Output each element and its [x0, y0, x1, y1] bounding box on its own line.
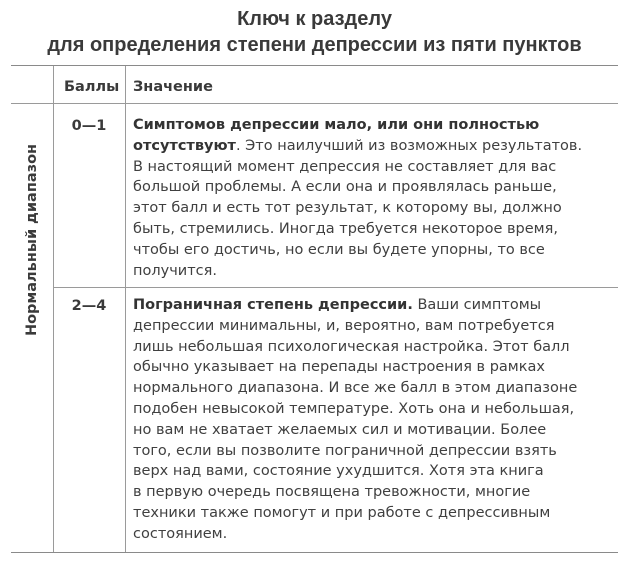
page-title: [0, 6, 629, 58]
description-line: [133, 157, 615, 178]
description-text: депрессии минимальны, и, вероятно, вам потребуется: [133, 317, 555, 334]
description-line: [133, 357, 615, 378]
description-text: этот балл и есть тот результат, к которому вы, должно: [133, 200, 562, 217]
description-text: большой проблемы. А если она и проявлялась раньше,: [133, 179, 557, 196]
description-line: [133, 136, 615, 157]
group-label-text: Нормальный диапазон: [24, 143, 40, 337]
description-bold-text: Симптомов депрессии мало, или они полностью: [133, 117, 540, 133]
column-divider-right: [125, 66, 126, 552]
row-2-score: 2—4: [71, 298, 107, 314]
description-text: получится.: [133, 262, 217, 279]
row-divider: [53, 287, 618, 288]
description-text: того, если вы позволите пограничной депрессии взять: [133, 442, 557, 459]
description-line: [133, 524, 615, 545]
description-line: [133, 420, 615, 441]
description-line: [133, 115, 615, 136]
description-text: Ваши симптомы: [412, 297, 542, 313]
header-score: Баллы: [64, 79, 120, 95]
score-key-table: [11, 65, 618, 553]
row-1-score: 0—1: [71, 118, 107, 134]
description-line: [133, 240, 615, 261]
title-line-1: Ключ к разделу: [237, 8, 392, 30]
description-text: подобен невысокой температуре. Хоть она и небольшая,: [133, 400, 575, 417]
description-text: . Это наилучший из возможных результатов.: [235, 137, 583, 154]
description-line: [133, 503, 615, 524]
description-text: в первую очередь посвящена тревожности, многие: [133, 484, 531, 501]
description-bold-text: Пограничная степень депрессии.: [133, 297, 413, 313]
description-line: [133, 461, 615, 482]
description-line: [133, 316, 615, 337]
description-bold-text: отсутствуют: [133, 137, 236, 154]
description-line: [133, 295, 615, 316]
row-1-description: [133, 115, 615, 281]
description-line: [133, 482, 615, 503]
description-text: лишь небольшая психологическая настройка. Этот балл: [133, 338, 570, 355]
description-line: [133, 441, 615, 462]
description-text: быть, стремились. Иногда требуется некоторое время,: [133, 220, 558, 237]
description-text: нормального диапазона. И все же балл в этом диапазоне: [133, 380, 578, 397]
description-line: [133, 219, 615, 240]
description-text: но вам не хватает желаемых сил и мотивации. Более: [133, 421, 547, 438]
description-line: [133, 337, 615, 358]
title-line-2: для определения степени депрессии из пяти пунктов: [47, 34, 582, 56]
description-line: [133, 261, 615, 282]
header-row-divider: [11, 103, 618, 104]
description-line: [133, 399, 615, 420]
description-text: В настоящий момент депрессия не составляет для вас: [133, 158, 557, 175]
description-line: [133, 198, 615, 219]
description-text: верх над вами, состояние ухудшится. Хотя эта книга: [133, 463, 544, 480]
description-line: [133, 378, 615, 399]
description-text: чтобы его достичь, но если вы будете упорны, то все: [133, 241, 545, 258]
description-text: состоянием.: [133, 525, 228, 542]
description-line: [133, 177, 615, 198]
row-2-description: [133, 295, 615, 545]
description-text: обычно указывает на перепады настроения в рамках: [133, 359, 545, 376]
description-text: техники также помогут и при работе с депрессивным: [133, 504, 551, 521]
header-meaning: Значение: [133, 79, 213, 95]
